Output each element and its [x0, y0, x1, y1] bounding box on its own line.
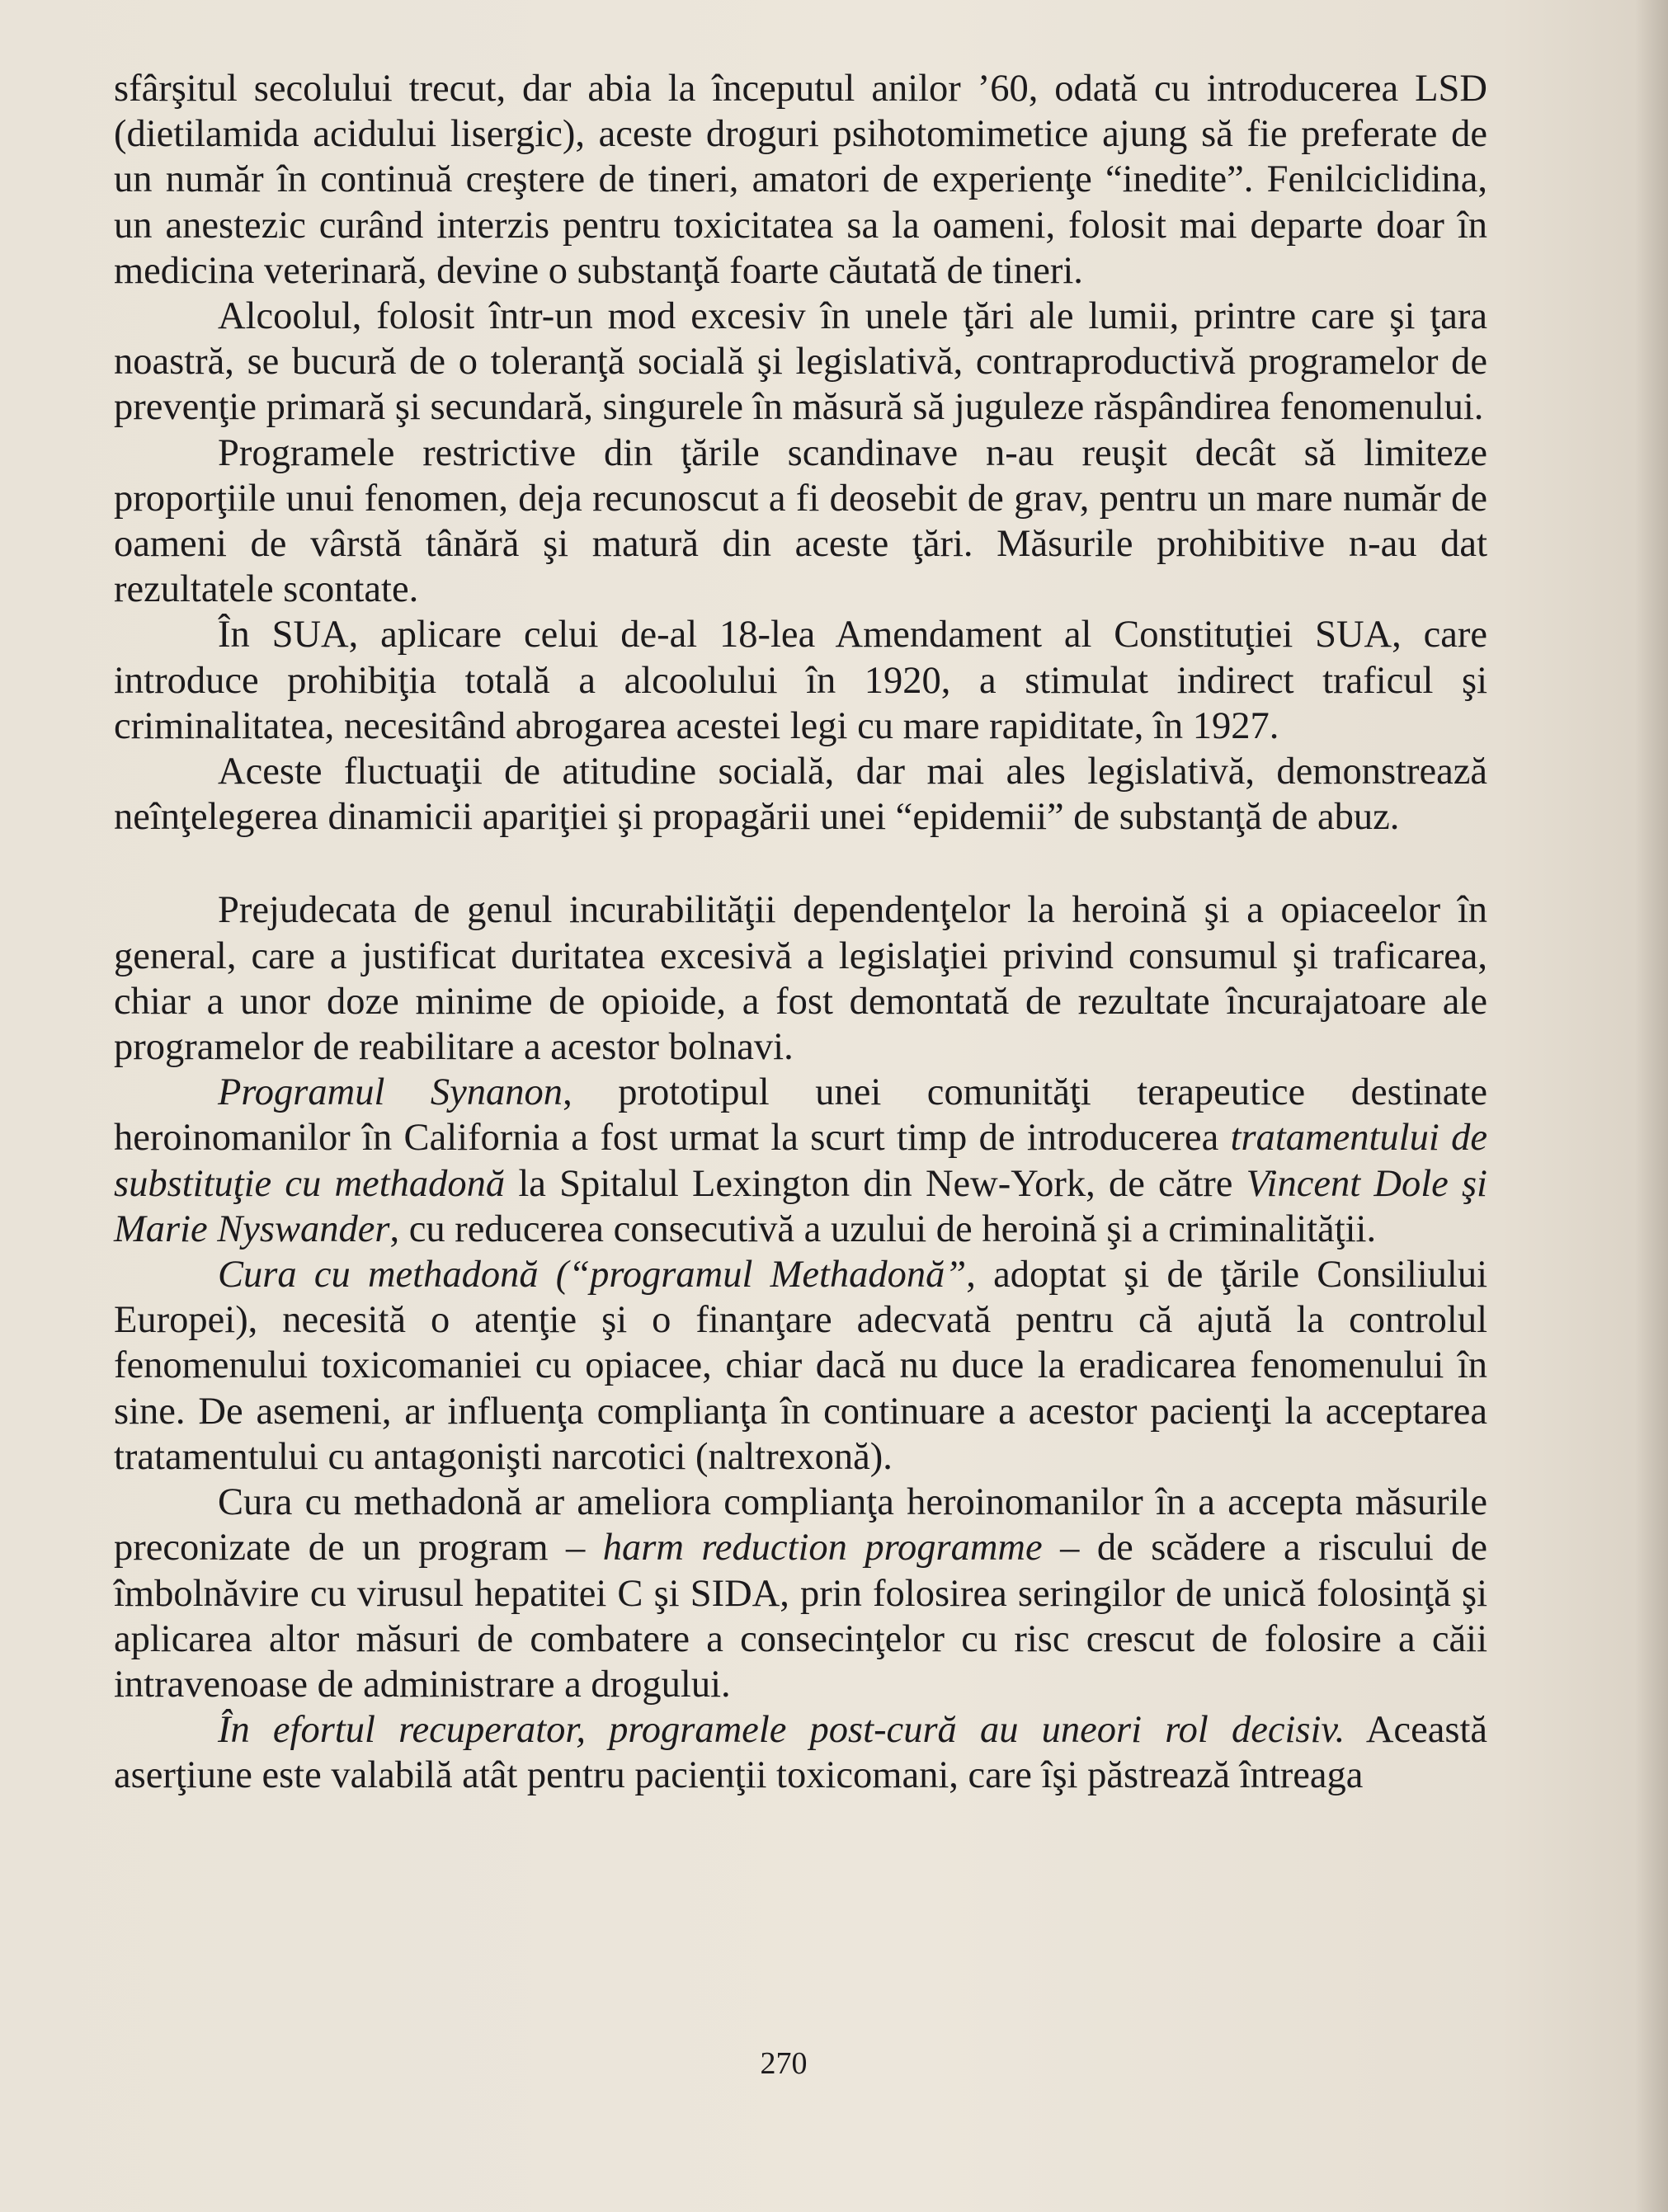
- text-run: sfârşitul secolului trecut, dar abia la începutul anilor ’60, odată cu introducerea LSD (dietilamida acidului lisergic), aceste droguri psihotomimetice ajung să fie preferate de un număr în continuă creştere de tineri, amatori de experienţe “inedite”. Fenilciclidina, un anestezic curând interzis pentru toxicitatea sa la oameni, folosit mai departe doar în medicina veterinară, devine o substanţă foarte căutată de tineri.: [114, 68, 1487, 292]
- text-run: Prejudecata de genul incurabilităţii dependenţelor la heroină şi a opiaceelor în general, care a justificat duritatea excesivă a legislaţiei privind consumul şi traficarea, chiar a unor doze minime de opioide, a fost demontată de rezultate încurajatoare ale programelor de reabilitare a acestor bolnavi.: [114, 889, 1487, 1069]
- paragraph: [114, 66, 1487, 294]
- italic-text-run: Programul Synanon: [218, 1071, 563, 1114]
- italic-text-run: Vincent Dole şi Marie Nyswander: [114, 1162, 1487, 1250]
- italic-text-run: Cura cu methadonă (“programul Methadonă”: [218, 1254, 967, 1297]
- text-run: , adoptat şi de ţările Consiliului Europei), necesită o atenţie şi o finanţare adecvată pentru că ajută la controlul fenomenului toxicomaniei cu opiacee, chiar dacă nu duce la eradicarea fenomenului în sine. De asemeni, ar influenţa complianţa în continuare a acestor pacienţi la acceptarea tratamentului cu antagonişti narcotici (naltrexonă).: [114, 1254, 1488, 1478]
- paragraph: [114, 612, 1487, 749]
- text-run: Această aserţiune este valabilă atât pentru pacienţii toxicomani, care îşi păstrează întreaga: [114, 1709, 1487, 1797]
- text-run: , prototipul unei comunităţi terapeutice destinate heroinomanilor în California a fost urmat la scurt timp de introducerea: [114, 1071, 1487, 1160]
- paragraph: [114, 887, 1487, 1070]
- paragraph: [114, 431, 1487, 613]
- text-run: Programele restrictive din ţările scandinave n-au reuşit decât să limiteze proporţiile unui fenomen, deja recunoscut a fi deosebit de grav, pentru un mare număr de oameni de vârstă tânără şi matură din aceste ţări. Măsurile prohibitive n-au dat rezultatele scontate.: [114, 431, 1487, 611]
- body-text: [114, 66, 1487, 1799]
- italic-text-run: În efortul recuperator, programele post-cură au uneori rol decisiv.: [218, 1709, 1345, 1752]
- text-run: – de scădere a riscului de îmbolnăvire cu virusul hepatitei C şi SIDA, prin folosirea seringilor de unică folosinţă şi aplicarea altor măsuri de combatere a consecinţelor cu risc crescut de folosire a căii intravenoase de administrare a drogului.: [114, 1527, 1487, 1706]
- page-number: 270: [760, 2046, 808, 2081]
- italic-text-run: harm reduction programme: [602, 1527, 1043, 1570]
- paragraph: [114, 1070, 1487, 1252]
- text-run: Alcoolul, folosit într-un mod excesiv în unele ţări ale lumii, printre care şi ţara noastră, se bucură de o toleranţă socială şi legislativă, contraproductivă programelor de prevenţie primară şi secundară, singurele în măsură să juguleze răspândirea fenomenului.: [114, 295, 1487, 429]
- text-run: Aceste fluctuaţii de atitudine socială, dar mai ales legislativă, demonstrează neînţelegerea dinamicii apariţiei şi propagării unei “epidemii” de substanţă de abuz.: [114, 751, 1487, 839]
- text-run: la Spitalul Lexington din New-York, de către: [505, 1162, 1246, 1205]
- text-run: În SUA, aplicare celui de-al 18-lea Amendament al Constituţiei SUA, care introduce prohibiţia totală a alcoolului în 1920, a stimulat indirect traficul şi criminalitatea, necesitând abrogarea acestei legi cu mare rapiditate, în 1927.: [114, 614, 1487, 747]
- page-edge-shadow: [1635, 0, 1668, 2212]
- paragraph: [114, 1707, 1487, 1798]
- italic-text-run: tratamentului de substituţie cu methadonă: [114, 1117, 1487, 1205]
- paragraph: [114, 294, 1487, 431]
- paragraph: [114, 749, 1487, 840]
- text-run: Cura cu methadonă ar ameliora complianţa heroinomanilor în a accepta măsurile preconizate de un program –: [114, 1481, 1487, 1570]
- paragraph: [114, 1252, 1487, 1480]
- paragraph: [114, 1480, 1487, 1707]
- text-run: , cu reducerea consecutivă a uzului de heroină şi a criminalităţii.: [389, 1207, 1377, 1250]
